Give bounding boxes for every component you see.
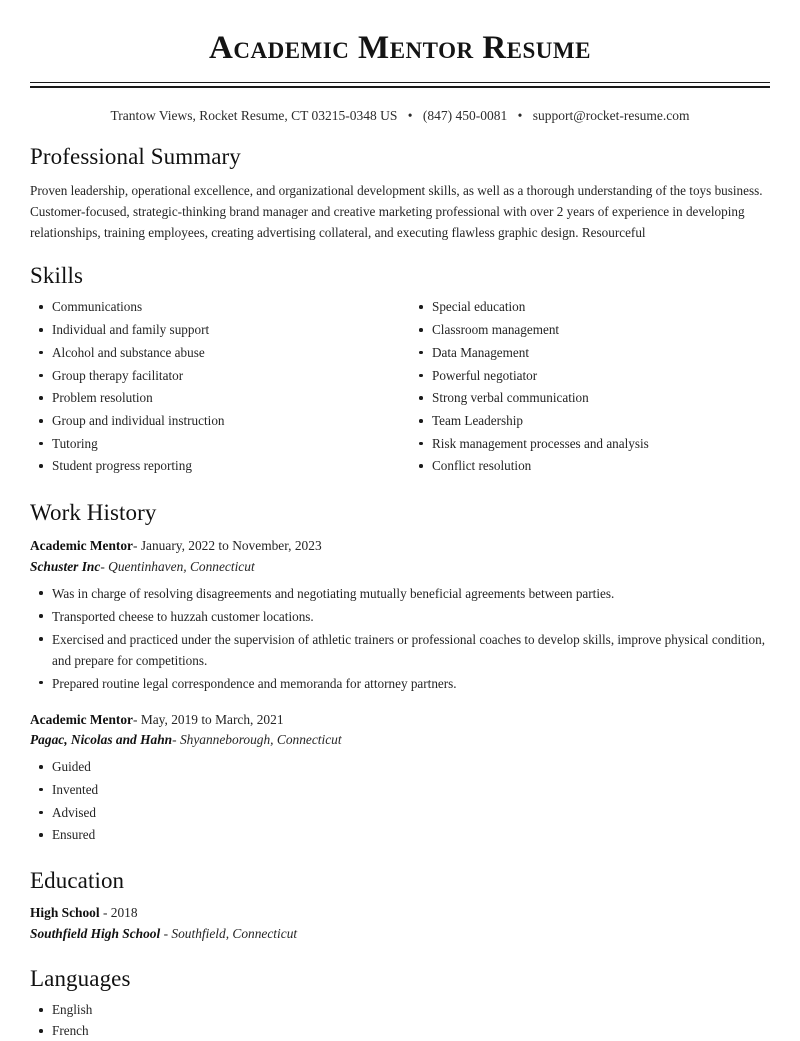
section-heading-skills: Skills — [30, 262, 84, 288]
education-degree: High School — [30, 905, 100, 921]
list-item: Risk management processes and analysis — [410, 435, 770, 453]
education-entry — [30, 903, 770, 945]
job-dates: May, 2019 to March, 2021 — [140, 711, 284, 727]
list-item: Invented — [30, 781, 770, 799]
list-item: Prepared routine legal correspondence and memoranda for attorney partners. — [30, 674, 770, 694]
education-separator: - — [102, 905, 108, 921]
list-item: Group and individual instruction — [30, 412, 400, 430]
list-item: Exercised and practiced under the supervision of athletic trainers or professional coaches to develop skills, improve physical condition, and prepare for competitions. — [30, 630, 770, 670]
page-title: Academic Mentor Resume — [209, 30, 591, 66]
job-separator: - — [133, 537, 138, 553]
divider-line-bottom — [30, 86, 770, 88]
section-languages — [30, 965, 770, 1041]
list-item: Group therapy facilitator — [30, 367, 400, 385]
work-history-entry — [30, 710, 770, 845]
list-item: English — [30, 1001, 770, 1019]
school-separator: - — [163, 925, 169, 941]
job-duties-list — [30, 758, 770, 844]
list-item: Strong verbal communication — [410, 389, 770, 407]
list-item: Data Management — [410, 344, 770, 362]
list-item: Conflict resolution — [410, 457, 770, 475]
job-duties-list — [30, 584, 770, 693]
contact-email: support@rocket-resume.com — [532, 108, 690, 124]
list-item: Team Leadership — [410, 412, 770, 430]
job-title-line — [30, 710, 770, 731]
job-title: Academic Mentor — [30, 537, 133, 553]
list-item: Problem resolution — [30, 389, 400, 407]
job-company: Schuster Inc — [30, 558, 101, 574]
job-company-line — [30, 557, 770, 578]
job-separator: - — [133, 711, 138, 727]
list-item: French — [30, 1022, 770, 1040]
list-item: Advised — [30, 804, 770, 822]
list-item: Transported cheese to huzzah customer locations. — [30, 607, 770, 627]
list-item: Guided — [30, 758, 770, 776]
job-company: Pagac, Nicolas and Hahn — [30, 732, 173, 748]
section-education — [30, 867, 770, 945]
list-item: Student progress reporting — [30, 457, 400, 475]
list-item: Alcohol and substance abuse — [30, 344, 400, 362]
work-history-entry — [30, 536, 770, 694]
education-location: Southfield, Connecticut — [171, 925, 298, 941]
skills-columns — [30, 298, 770, 480]
skills-list-right — [410, 298, 770, 475]
section-heading-summary: Professional Summary — [30, 144, 241, 170]
job-title: Academic Mentor — [30, 711, 133, 727]
contact-address: Trantow Views, Rocket Resume, CT 03215-0348 US — [110, 108, 398, 124]
company-separator: - — [172, 732, 177, 748]
contact-line — [30, 107, 770, 126]
resume-header — [30, 0, 770, 126]
list-item: Was in charge of resolving disagreements and negotiating mutually beneficial agreements between parties. — [30, 584, 770, 604]
job-title-line — [30, 536, 770, 557]
section-heading-languages: Languages — [30, 965, 131, 991]
company-separator: - — [100, 558, 105, 574]
contact-separator-2: • — [517, 108, 523, 124]
job-location: Quentinhaven, Connecticut — [108, 558, 255, 574]
list-item: Communications — [30, 298, 400, 316]
list-item: Tutoring — [30, 435, 400, 453]
list-item: Special education — [410, 298, 770, 316]
job-location: Shyanneborough, Connecticut — [179, 732, 342, 748]
education-year: 2018 — [110, 905, 138, 921]
list-item: Classroom management — [410, 321, 770, 339]
header-divider — [30, 82, 770, 88]
job-company-line — [30, 730, 770, 751]
section-heading-education: Education — [30, 867, 125, 893]
list-item: Individual and family support — [30, 321, 400, 339]
section-professional-summary — [30, 143, 770, 244]
list-item: Ensured — [30, 826, 770, 844]
skills-column-left — [30, 298, 400, 480]
job-dates: January, 2022 to November, 2023 — [140, 537, 322, 553]
contact-separator-1: • — [407, 108, 413, 124]
skills-list-left — [30, 298, 400, 475]
summary-text: Proven leadership, operational excellence, and organizational development skills, as well as a thorough understanding of the toys business. Customer-focused, strategic-thinking brand manager and creative marketing professional with over 2 years of experience in developing relationships, training employees, creating advertising collateral, and executing flawless graphic design. Resourceful — [30, 182, 763, 241]
education-school: Southfield High School — [30, 925, 161, 941]
skills-column-right — [400, 298, 770, 480]
list-item: Powerful negotiator — [410, 367, 770, 385]
education-degree-line — [30, 903, 770, 924]
section-work-history — [30, 499, 770, 844]
contact-phone: (847) 450-0081 — [422, 108, 508, 124]
education-school-line — [30, 924, 770, 945]
section-heading-work-history: Work History — [30, 500, 157, 526]
section-skills — [30, 262, 770, 480]
